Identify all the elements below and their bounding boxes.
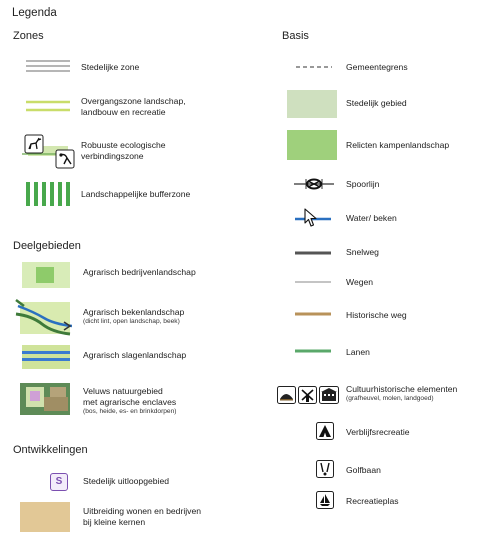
recreation-lake-label: Recreatieplas bbox=[346, 496, 399, 506]
bird-icon bbox=[56, 150, 74, 168]
camp-relicts-label: Relicten kampenlandschap bbox=[346, 140, 450, 150]
cultural-history-label-main: Cultuurhistorische elementen bbox=[346, 384, 458, 394]
ecological-zone-label-line1: Robuuste ecologische bbox=[81, 140, 166, 150]
road-label: Wegen bbox=[346, 277, 374, 287]
ecological-zone-label-line2: verbindingszone bbox=[81, 151, 144, 161]
strip-landscape-symbol bbox=[22, 345, 70, 369]
zones-heading: Zones bbox=[13, 30, 44, 42]
boat-icon bbox=[316, 491, 334, 509]
veluwe-nature-label bbox=[83, 386, 176, 416]
ontwikkelingen-heading: Ontwikkelingen bbox=[13, 444, 88, 456]
golf-course-label: Golfbaan bbox=[346, 465, 381, 475]
windmill-icon bbox=[299, 387, 317, 404]
ecological-zone-symbol bbox=[22, 134, 78, 170]
strip-landscape-label: Agrarisch slagenlandschap bbox=[83, 350, 187, 360]
camp-relicts-symbol bbox=[287, 130, 337, 160]
burial-mound-icon bbox=[278, 387, 296, 404]
expansion-label-line1: Uitbreiding wonen en bedrijven bbox=[83, 506, 202, 516]
estate-icon bbox=[320, 387, 339, 404]
transition-zone-label bbox=[81, 96, 186, 118]
urban-area-symbol bbox=[287, 90, 337, 118]
highway-label: Snelweg bbox=[346, 247, 379, 257]
stream-landscape-label bbox=[83, 307, 184, 326]
veluwe-nature-label-line2: met agrarische enclaves bbox=[83, 397, 177, 407]
mouse-cursor-icon bbox=[304, 208, 318, 228]
deelgebieden-heading: Deelgebieden bbox=[13, 240, 81, 252]
water-label: Water/ beken bbox=[346, 213, 397, 223]
lanes-label: Lanen bbox=[346, 347, 370, 357]
highway-symbol bbox=[295, 250, 331, 256]
cultural-history-sublabel: (grafheuvel, molen, landgoed) bbox=[346, 395, 434, 402]
transition-zone-label-line1: Overgangszone landschap, bbox=[81, 96, 186, 106]
uitloop-label: Stedelijk uitloopgebied bbox=[83, 476, 170, 486]
expansion-label-line2: bij kleine kernen bbox=[83, 517, 146, 527]
veluwe-nature-symbol bbox=[20, 383, 70, 415]
farm-business-symbol bbox=[22, 262, 70, 288]
transition-zone-symbol bbox=[26, 98, 70, 114]
buffer-zone-symbol bbox=[25, 182, 71, 206]
urban-zone-symbol bbox=[26, 58, 70, 74]
road-symbol bbox=[295, 279, 331, 285]
holiday-recreation-label: Verblijfsrecreatie bbox=[346, 427, 410, 437]
golf-icon bbox=[316, 460, 334, 478]
farm-business-label: Agrarisch bedrijvenlandschap bbox=[83, 267, 196, 277]
transition-zone-label-line2: landbouw en recreatie bbox=[81, 107, 166, 117]
deer-icon bbox=[25, 135, 43, 153]
urban-area-label: Stedelijk gebied bbox=[346, 98, 407, 108]
legend-title: Legenda bbox=[12, 7, 57, 19]
expansion-label bbox=[83, 506, 201, 528]
railway-symbol bbox=[294, 176, 334, 192]
buffer-zone-label: Landschappelijke bufferzone bbox=[81, 189, 191, 199]
municipal-border-label: Gemeentegrens bbox=[346, 62, 408, 72]
stream-landscape-sublabel: (dicht lint, open landschap, beek) bbox=[83, 318, 180, 325]
historic-road-label: Historische weg bbox=[346, 310, 407, 320]
stream-landscape-label-main: Agrarisch bekenlandschap bbox=[83, 307, 185, 317]
cultural-history-label bbox=[346, 384, 457, 403]
stream-landscape-symbol bbox=[14, 298, 72, 340]
municipal-border-symbol bbox=[296, 64, 332, 70]
veluwe-nature-sublabel: (bos, heide, es- en brinkdorpen) bbox=[83, 408, 177, 415]
uitloop-badge: S bbox=[50, 473, 68, 491]
tent-icon bbox=[316, 422, 334, 440]
veluwe-nature-label-line1: Veluws natuurgebied bbox=[83, 386, 163, 396]
expansion-symbol bbox=[20, 502, 70, 532]
urban-zone-label: Stedelijke zone bbox=[81, 62, 140, 72]
historic-road-symbol bbox=[295, 311, 331, 317]
cultural-history-symbols bbox=[277, 386, 339, 404]
basis-heading: Basis bbox=[282, 30, 309, 42]
railway-label: Spoorlijn bbox=[346, 179, 380, 189]
ecological-zone-label bbox=[81, 140, 166, 162]
lanes-symbol bbox=[295, 348, 331, 354]
